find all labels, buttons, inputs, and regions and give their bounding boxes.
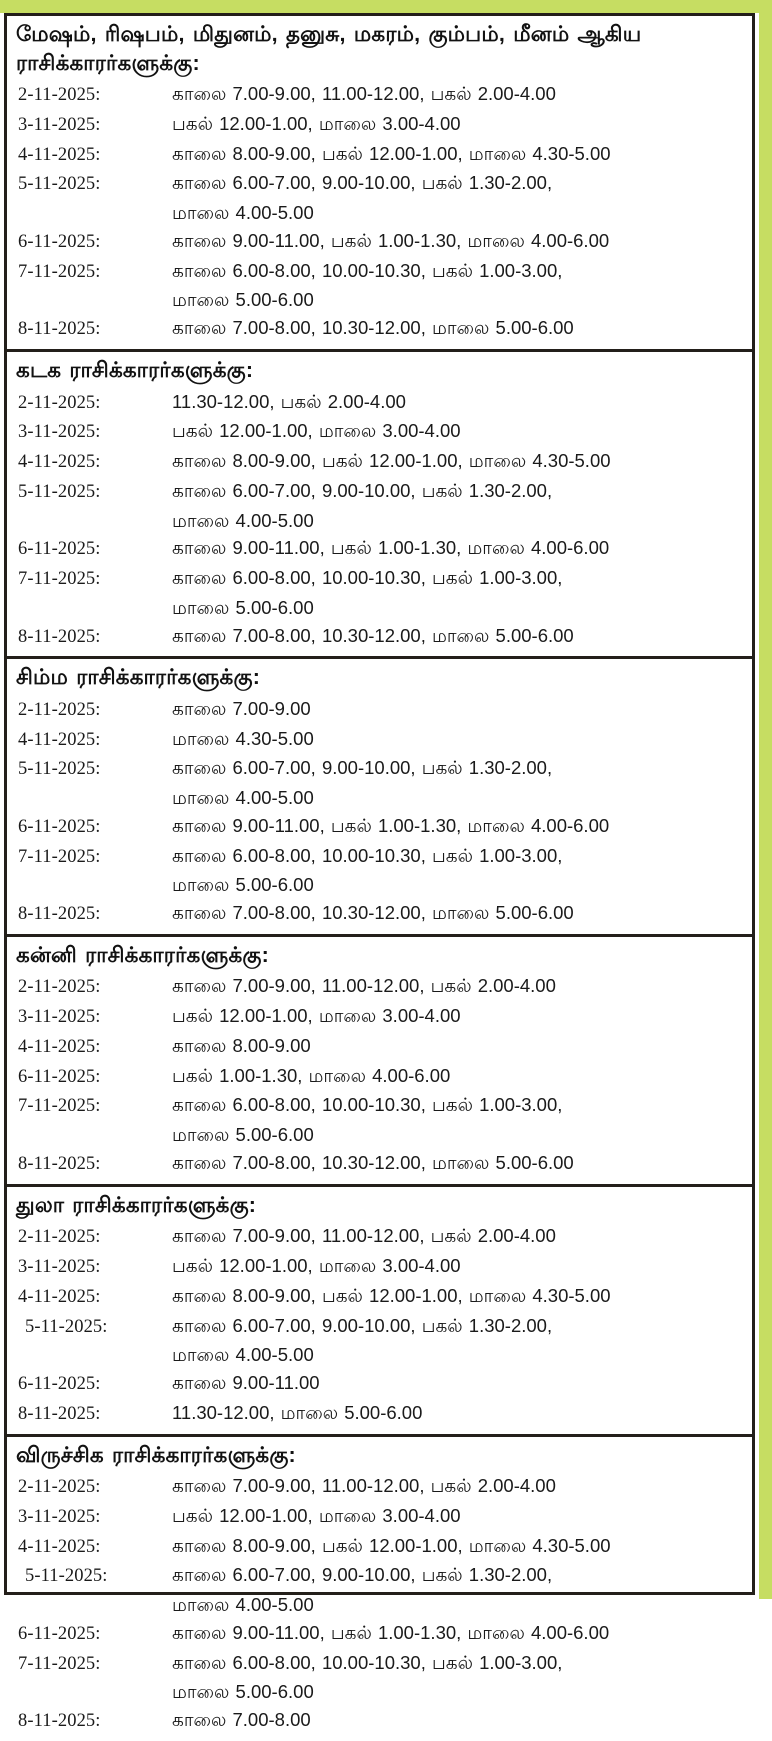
rasi-rows bbox=[7, 972, 752, 1183]
timing-row bbox=[7, 1282, 752, 1312]
timing-row-times: மாலை 4.00-5.00 bbox=[172, 509, 314, 531]
timing-row-date: 4-11-2025: bbox=[18, 144, 101, 165]
timing-row-times: காலை 7.00-9.00, 11.00-12.00, பகல் 2.00-4.00 bbox=[172, 1225, 556, 1247]
timing-row-date: 5-11-2025: bbox=[25, 1566, 108, 1587]
timing-row-date: 4-11-2025: bbox=[18, 1036, 101, 1057]
timing-row bbox=[7, 257, 752, 287]
timing-row-date: 2-11-2025: bbox=[18, 85, 101, 106]
timing-row-date: 6-11-2025: bbox=[18, 1623, 101, 1644]
timing-row bbox=[7, 286, 752, 314]
timing-row-date: 8-11-2025: bbox=[18, 626, 101, 647]
timing-row-date: 4-11-2025: bbox=[18, 452, 101, 473]
timing-row bbox=[7, 1561, 752, 1591]
timing-row-date: 3-11-2025: bbox=[18, 1007, 101, 1028]
timing-row-date: 2-11-2025: bbox=[18, 1227, 101, 1248]
timing-row-times: காலை 8.00-9.00 bbox=[172, 1034, 311, 1056]
timing-row-times: காலை 9.00-11.00, பகல் 1.00-1.30, மாலை 4.00-6.00 bbox=[172, 814, 610, 836]
timing-row bbox=[7, 725, 752, 755]
timing-row-times: பகல் 12.00-1.00, மாலை 3.00-4.00 bbox=[172, 1005, 461, 1027]
timing-row bbox=[7, 507, 752, 535]
sections-container bbox=[7, 16, 752, 1741]
timing-row-times: காலை 8.00-9.00, பகல் 12.00-1.00, மாலை 4.30-5.00 bbox=[172, 1534, 611, 1556]
timing-row-times: 11.30-12.00, மாலை 5.00-6.00 bbox=[172, 1401, 423, 1423]
rasi-section bbox=[7, 1437, 752, 1741]
timing-row-times: மாலை 4.00-5.00 bbox=[172, 1594, 314, 1616]
timing-row-times: பகல் 1.00-1.30, மாலை 4.00-6.00 bbox=[172, 1064, 451, 1086]
timing-row bbox=[7, 564, 752, 594]
timing-row-times: மாலை 4.00-5.00 bbox=[172, 202, 314, 224]
timing-row-times: பகல் 12.00-1.00, மாலை 3.00-4.00 bbox=[172, 420, 461, 442]
decorative-top-band bbox=[0, 0, 772, 13]
rasi-section-header: துலா ராசிக்காரர்களுக்கு: bbox=[16, 1192, 257, 1217]
rasi-rows bbox=[7, 1472, 752, 1741]
timing-row bbox=[7, 1369, 752, 1399]
timing-row bbox=[7, 534, 752, 564]
timing-row bbox=[7, 1619, 752, 1649]
timing-row-times: காலை 9.00-11.00, பகல் 1.00-1.30, மாலை 4.00-6.00 bbox=[172, 1621, 610, 1643]
timing-row-times: மாலை 4.00-5.00 bbox=[172, 1344, 314, 1366]
timing-row-times: காலை 6.00-8.00, 10.00-10.30, பகல் 1.00-3.00, bbox=[172, 844, 563, 866]
timing-row bbox=[7, 169, 752, 199]
timing-row-date: 6-11-2025: bbox=[18, 231, 101, 252]
timing-row-date: 2-11-2025: bbox=[18, 1477, 101, 1498]
timing-row-date: 3-11-2025: bbox=[18, 1506, 101, 1527]
timing-row-date: 8-11-2025: bbox=[18, 1153, 101, 1174]
timing-row-date: 3-11-2025: bbox=[18, 1257, 101, 1278]
timing-row-times: காலை 9.00-11.00, பகல் 1.00-1.30, மாலை 4.00-6.00 bbox=[172, 229, 610, 251]
rasi-section bbox=[7, 16, 752, 352]
timing-row-times: காலை 7.00-9.00, 11.00-12.00, பகல் 2.00-4.00 bbox=[172, 975, 556, 997]
timing-row-times: காலை 6.00-7.00, 9.00-10.00, பகல் 1.30-2.00, bbox=[172, 479, 553, 501]
timing-row bbox=[7, 388, 752, 418]
timing-row bbox=[7, 1062, 752, 1092]
timing-row-date: 2-11-2025: bbox=[18, 392, 101, 413]
rasi-section bbox=[7, 937, 752, 1187]
timing-row-date: 4-11-2025: bbox=[18, 1536, 101, 1557]
timing-row-times: பகல் 12.00-1.00, மாலை 3.00-4.00 bbox=[172, 112, 461, 134]
timing-row-times: காலை 6.00-7.00, 9.00-10.00, பகல் 1.30-2.00, bbox=[172, 172, 553, 194]
timing-row bbox=[7, 417, 752, 447]
timing-row bbox=[7, 1032, 752, 1062]
rasi-section bbox=[7, 1187, 752, 1437]
rasi-rows bbox=[7, 388, 752, 657]
timing-row-times: மாலை 4.30-5.00 bbox=[172, 727, 314, 749]
timing-row-times: காலை 6.00-8.00, 10.00-10.30, பகல் 1.00-3.00, bbox=[172, 259, 563, 281]
timing-row bbox=[7, 972, 752, 1002]
rasi-section-header: விருச்சிக ராசிக்காரர்களுக்கு: bbox=[16, 1442, 296, 1467]
timing-row-times: காலை 6.00-7.00, 9.00-10.00, பகல் 1.30-2.00, bbox=[172, 1564, 553, 1586]
timing-row bbox=[7, 622, 752, 652]
rasi-rows bbox=[7, 80, 752, 349]
timing-row-times: காலை 7.00-9.00, 11.00-12.00, பகல் 2.00-4.00 bbox=[172, 83, 556, 105]
timing-row bbox=[7, 314, 752, 344]
timing-row-times: காலை 7.00-8.00 bbox=[172, 1709, 311, 1731]
timing-row-date: 7-11-2025: bbox=[18, 1653, 101, 1674]
timing-row-date: 8-11-2025: bbox=[18, 319, 101, 340]
timing-row bbox=[7, 1091, 752, 1121]
timing-row bbox=[7, 754, 752, 784]
timing-row-times: மாலை 5.00-6.00 bbox=[172, 289, 314, 311]
timing-row bbox=[7, 1591, 752, 1619]
timing-row-times: காலை 6.00-7.00, 9.00-10.00, பகல் 1.30-2.00, bbox=[172, 757, 553, 779]
timing-row-date: 5-11-2025: bbox=[18, 481, 101, 502]
timing-row-date: 3-11-2025: bbox=[18, 114, 101, 135]
timing-row-date: 7-11-2025: bbox=[18, 569, 101, 590]
rasi-section-header: சிம்ம ராசிக்காரர்களுக்கு: bbox=[16, 665, 261, 690]
timing-row bbox=[7, 1312, 752, 1342]
timing-row bbox=[7, 1678, 752, 1706]
rasi-timings-table bbox=[4, 13, 755, 1732]
timing-row bbox=[7, 594, 752, 622]
timing-row-times: காலை 6.00-8.00, 10.00-10.30, பகல் 1.00-3.00, bbox=[172, 1651, 563, 1673]
timing-row-date: 6-11-2025: bbox=[18, 816, 101, 837]
timing-row bbox=[7, 842, 752, 872]
rasi-section-header: கடக ராசிக்காரர்களுக்கு: bbox=[16, 357, 254, 382]
timing-row-times: மாலை 5.00-6.00 bbox=[172, 1124, 314, 1146]
timing-row bbox=[7, 1149, 752, 1179]
timing-row-times: 11.30-12.00, பகல் 2.00-4.00 bbox=[172, 390, 406, 412]
timing-row bbox=[7, 199, 752, 227]
decorative-right-band bbox=[759, 0, 772, 1599]
timing-row bbox=[7, 1252, 752, 1282]
timing-row bbox=[7, 1121, 752, 1149]
timing-row-times: காலை 8.00-9.00, பகல் 12.00-1.00, மாலை 4.30-5.00 bbox=[172, 1284, 611, 1306]
timing-row bbox=[7, 784, 752, 812]
timing-row-date: 8-11-2025: bbox=[18, 1711, 101, 1732]
timing-row-times: காலை 6.00-8.00, 10.00-10.30, பகல் 1.00-3.00, bbox=[172, 567, 563, 589]
timing-row-date: 6-11-2025: bbox=[18, 1066, 101, 1087]
timing-row-times: காலை 8.00-9.00, பகல் 12.00-1.00, மாலை 4.30-5.00 bbox=[172, 142, 611, 164]
timing-row bbox=[7, 695, 752, 725]
timing-row bbox=[7, 1341, 752, 1369]
timing-row-date: 8-11-2025: bbox=[18, 1403, 101, 1424]
timing-row-times: காலை 6.00-7.00, 9.00-10.00, பகல் 1.30-2.00, bbox=[172, 1314, 553, 1336]
timing-row-times: காலை 6.00-8.00, 10.00-10.30, பகல் 1.00-3.00, bbox=[172, 1094, 563, 1116]
timing-row-times: காலை 7.00-9.00, 11.00-12.00, பகல் 2.00-4.00 bbox=[172, 1475, 556, 1497]
timing-row bbox=[7, 1002, 752, 1032]
rasi-section bbox=[7, 659, 752, 937]
rasi-rows bbox=[7, 695, 752, 934]
timing-row-times: பகல் 12.00-1.00, மாலை 3.00-4.00 bbox=[172, 1504, 461, 1526]
timing-row bbox=[7, 1532, 752, 1562]
timing-row-times: காலை 8.00-9.00, பகல் 12.00-1.00, மாலை 4.30-5.00 bbox=[172, 450, 611, 472]
timing-row bbox=[7, 899, 752, 929]
timing-row-date: 3-11-2025: bbox=[18, 422, 101, 443]
rasi-section-header: மேஷம், ரிஷபம், மிதுனம், தனுசு, மகரம், கும்பம், மீனம் ஆகிய ராசிக்காரர்களுக்கு: bbox=[16, 22, 642, 75]
timing-row bbox=[7, 110, 752, 140]
timing-row bbox=[7, 1706, 752, 1736]
timing-row-times: மாலை 5.00-6.00 bbox=[172, 874, 314, 896]
timing-row bbox=[7, 871, 752, 899]
timing-row bbox=[7, 812, 752, 842]
timing-row-date: 7-11-2025: bbox=[18, 1096, 101, 1117]
timing-row-times: மாலை 5.00-6.00 bbox=[172, 1681, 314, 1703]
rasi-rows bbox=[7, 1222, 752, 1433]
timing-row-times: மாலை 4.00-5.00 bbox=[172, 787, 314, 809]
rasi-section-header: கன்னி ராசிக்காரர்களுக்கு: bbox=[16, 942, 269, 967]
timing-row-times: காலை 7.00-8.00, 10.30-12.00, மாலை 5.00-6.00 bbox=[172, 902, 574, 924]
timing-row-times: காலை 7.00-8.00, 10.30-12.00, மாலை 5.00-6.00 bbox=[172, 624, 574, 646]
rasi-section bbox=[7, 352, 752, 659]
timing-row-times: பகல் 12.00-1.00, மாலை 3.00-4.00 bbox=[172, 1255, 461, 1277]
timing-row-times: காலை 7.00-8.00, 10.30-12.00, மாலை 5.00-6.00 bbox=[172, 317, 574, 339]
timing-row-date: 7-11-2025: bbox=[18, 846, 101, 867]
timing-row-date: 5-11-2025: bbox=[18, 759, 101, 780]
timing-row-date: 2-11-2025: bbox=[18, 977, 101, 998]
timing-row-date: 7-11-2025: bbox=[18, 261, 101, 282]
timing-row-times: காலை 7.00-8.00, 10.30-12.00, மாலை 5.00-6.00 bbox=[172, 1151, 574, 1173]
timing-row bbox=[7, 1502, 752, 1532]
timing-row-times: காலை 9.00-11.00 bbox=[172, 1372, 320, 1394]
timing-row bbox=[7, 447, 752, 477]
timing-row bbox=[7, 477, 752, 507]
timing-row-date: 4-11-2025: bbox=[18, 1286, 101, 1307]
timing-row-date: 6-11-2025: bbox=[18, 1374, 101, 1395]
timing-row bbox=[7, 80, 752, 110]
timing-row-date: 4-11-2025: bbox=[18, 729, 101, 750]
timing-row-times: மாலை 5.00-6.00 bbox=[172, 596, 314, 618]
timing-row bbox=[7, 140, 752, 170]
timing-row-date: 6-11-2025: bbox=[18, 539, 101, 560]
timing-row bbox=[7, 1649, 752, 1679]
timing-row bbox=[7, 227, 752, 257]
timing-row-date: 2-11-2025: bbox=[18, 699, 101, 720]
timing-row bbox=[7, 1399, 752, 1429]
timing-row-date: 8-11-2025: bbox=[18, 904, 101, 925]
timing-row-times: காலை 7.00-9.00 bbox=[172, 697, 311, 719]
timing-row-date: 5-11-2025: bbox=[25, 1316, 108, 1337]
timing-row bbox=[7, 1472, 752, 1502]
timing-row-times: காலை 9.00-11.00, பகல் 1.00-1.30, மாலை 4.00-6.00 bbox=[172, 537, 610, 559]
timing-row bbox=[7, 1222, 752, 1252]
timing-row-date: 5-11-2025: bbox=[18, 174, 101, 195]
